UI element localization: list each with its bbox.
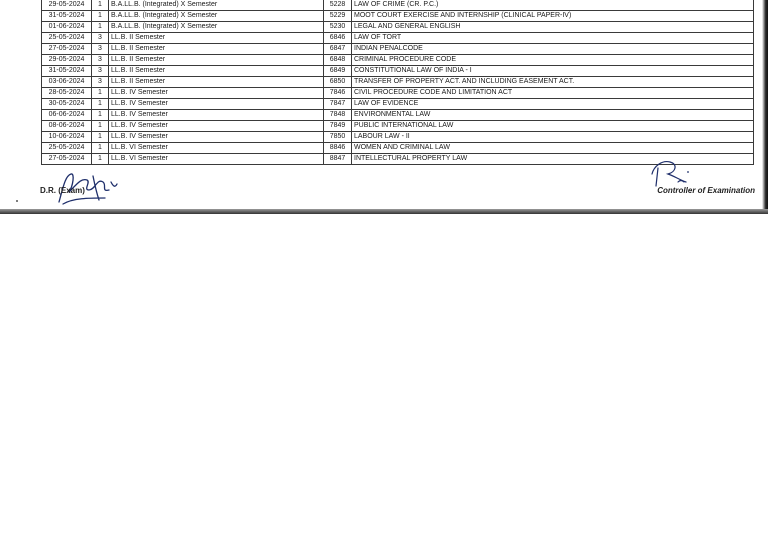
course-cell: LL.B. VI Semester (109, 143, 324, 154)
exam-date-cell: 27-05-2024 (42, 154, 92, 165)
paper-title-cell: PUBLIC INTERNATIONAL LAW (352, 121, 754, 132)
course-cell: LL.B. IV Semester (109, 121, 324, 132)
exam-date-cell: 31-05-2024 (42, 11, 92, 22)
table-row (42, 132, 754, 143)
table-row (42, 0, 754, 11)
paper-title-cell: INDIAN PENALCODE (352, 44, 754, 55)
table-row (42, 88, 754, 99)
paper-code-cell: 7846 (324, 88, 352, 99)
controller-of-examination-label: Controller of Examination (657, 186, 755, 195)
paper-title-cell: MOOT COURT EXERCISE AND INTERNSHIP (CLINICAL PAPER-IV) (352, 11, 754, 22)
shift-cell: 1 (92, 132, 109, 143)
paper-code-cell: 6846 (324, 33, 352, 44)
shift-cell: 1 (92, 110, 109, 121)
paper-code-cell: 7848 (324, 110, 352, 121)
paper-title-cell: LEGAL AND GENERAL ENGLISH (352, 22, 754, 33)
table-row (42, 77, 754, 88)
paper-title-cell: LAW OF EVIDENCE (352, 99, 754, 110)
course-cell: LL.B. IV Semester (109, 110, 324, 121)
shift-cell: 1 (92, 88, 109, 99)
paper-code-cell: 6848 (324, 55, 352, 66)
blank-page-area (0, 214, 768, 543)
exam-date-cell: 30-05-2024 (42, 99, 92, 110)
scanned-document (0, 0, 768, 214)
paper-title-cell: ENVIRONMENTAL LAW (352, 110, 754, 121)
paper-code-cell: 8846 (324, 143, 352, 154)
course-cell: LL.B. II Semester (109, 33, 324, 44)
course-cell: LL.B. II Semester (109, 77, 324, 88)
paper-code-cell: 5228 (324, 0, 352, 11)
course-cell: B.A.LL.B. (Integrated) X Semester (109, 11, 324, 22)
exam-date-cell: 08-06-2024 (42, 121, 92, 132)
exam-date-cell: 01-06-2024 (42, 22, 92, 33)
course-cell: LL.B. II Semester (109, 55, 324, 66)
shift-cell: 1 (92, 0, 109, 11)
exam-date-cell: 31-05-2024 (42, 66, 92, 77)
exam-date-cell: 27-05-2024 (42, 44, 92, 55)
shift-cell: 1 (92, 143, 109, 154)
shift-cell: 3 (92, 77, 109, 88)
shift-cell: 3 (92, 55, 109, 66)
paper-code-cell: 6847 (324, 44, 352, 55)
deputy-registrar-label: D.R. (Exam) (40, 186, 85, 195)
shift-cell: 1 (92, 99, 109, 110)
exam-date-cell: 03-06-2024 (42, 77, 92, 88)
shift-cell: 3 (92, 33, 109, 44)
table-row (42, 99, 754, 110)
paper-code-cell: 6850 (324, 77, 352, 88)
course-cell: LL.B. IV Semester (109, 132, 324, 143)
exam-date-cell: 10-06-2024 (42, 132, 92, 143)
paper-title-cell: INTELLECTURAL PROPERTY LAW (352, 154, 754, 165)
exam-date-cell: 28-05-2024 (42, 88, 92, 99)
course-cell: LL.B. IV Semester (109, 99, 324, 110)
exam-date-cell: 25-05-2024 (42, 33, 92, 44)
shift-cell: 1 (92, 22, 109, 33)
table-row (42, 44, 754, 55)
paper-code-cell: 6849 (324, 66, 352, 77)
shift-cell: 1 (92, 154, 109, 165)
table-row (42, 33, 754, 44)
course-cell: B.A.LL.B. (Integrated) X Semester (109, 0, 324, 11)
paper-title-cell: CONSTITUTIONAL LAW OF INDIA - I (352, 66, 754, 77)
shift-cell: 1 (92, 121, 109, 132)
paper-code-cell: 5230 (324, 22, 352, 33)
table-row (42, 22, 754, 33)
exam-date-cell: 06-06-2024 (42, 110, 92, 121)
table-row (42, 121, 754, 132)
paper-code-cell: 8847 (324, 154, 352, 165)
shift-cell: 3 (92, 66, 109, 77)
table-row (42, 154, 754, 165)
table-row (42, 110, 754, 121)
table-row (42, 66, 754, 77)
paper-title-cell: LABOUR LAW - II (352, 132, 754, 143)
shift-cell: 1 (92, 11, 109, 22)
paper-code-cell: 5229 (324, 11, 352, 22)
paper-code-cell: 7850 (324, 132, 352, 143)
table-row (42, 55, 754, 66)
exam-date-cell: 29-05-2024 (42, 0, 92, 11)
table-row (42, 143, 754, 154)
table-row (42, 11, 754, 22)
course-cell: LL.B. VI Semester (109, 154, 324, 165)
course-cell: LL.B. IV Semester (109, 88, 324, 99)
exam-date-cell: 25-05-2024 (42, 143, 92, 154)
paper-code-cell: 7849 (324, 121, 352, 132)
course-cell: LL.B. II Semester (109, 66, 324, 77)
paper-title-cell: CRIMINAL PROCEDURE CODE (352, 55, 754, 66)
paper-title-cell: TRANSFER OF PROPERTY ACT. AND INCLUDING EASEMENT ACT. (352, 77, 754, 88)
controller-signature (648, 158, 692, 188)
course-cell: B.A.LL.B. (Integrated) X Semester (109, 22, 324, 33)
paper-title-cell: CIVIL PROCEDURE CODE AND LIMITATION ACT (352, 88, 754, 99)
paper-code-cell: 7847 (324, 99, 352, 110)
course-cell: LL.B. II Semester (109, 44, 324, 55)
schedule-body (42, 0, 754, 165)
shift-cell: 3 (92, 44, 109, 55)
paper-title-cell: LAW OF CRIME (CR. P.C.) (352, 0, 754, 11)
scan-edge-right (762, 0, 768, 214)
paper-title-cell: WOMEN AND CRIMINAL LAW (352, 143, 754, 154)
paper-title-cell: LAW OF TORT (352, 33, 754, 44)
exam-date-cell: 29-05-2024 (42, 55, 92, 66)
scan-speck (16, 200, 18, 202)
exam-schedule-table (41, 0, 754, 165)
